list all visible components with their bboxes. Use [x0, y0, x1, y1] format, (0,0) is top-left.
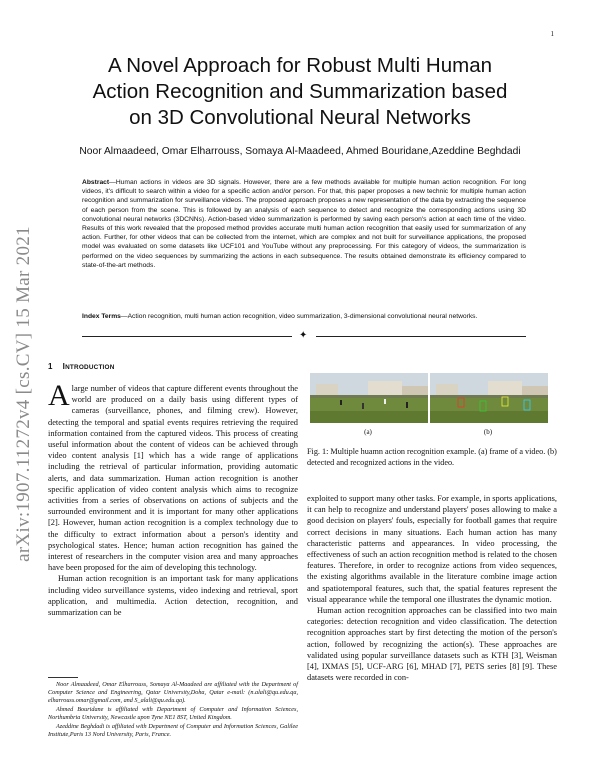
paragraph: Human action recognition approaches can be classified into two main categories: detection recognition and video classification. The detection recognition approaches start by first detecting the motion of the person's action, followed by recognizing the action(s). These approaches are validated using popular surveillance datasets such as KTH [3], Weisman [4], IXMAS [5], UCF-ARG [6], MHAD [7], PETS series [8] [9]. These datasets were recorded in con- [307, 606, 557, 683]
footnote-rule [48, 677, 78, 678]
section-first-letter: I [62, 362, 66, 371]
arxiv-stamp [0, 0, 48, 776]
abstract-text: —Human actions in videos are 3D signals. However, there are a few methods available for multiple human action recognition. For long videos, it's difficult to search within a video for a specific action and/or person. For that, this paper proposes a new technic for multiple human action recognition and summarization for surveillance videos. The proposed approach proposes a new representation of the data by extracting the sequence of each person from the scene. This is followed by an analysis of each sequence to detect and recognize the corresponding actions using 3D convolutional neural networks (3DCNNs). Action-based video summarization is performed by saving each person's action at each time of the video. Results of this work revealed that the proposed method provides accurate multi human action recognition that easily used for summarization of any action. Further, for other videos that can be collected from the internet, which are complex and not built for surveillance applications, the proposed model was evaluated on some datasets like UCF101 and YouTube without any preprocessing. For this category of videos, the summarization is performed on the video sequences by summarizing the actions in each subsequence. The results obtained demonstrate its efficiency compared to state-of-the-art methods. [82, 179, 526, 269]
abstract-label: Abstract [82, 179, 110, 186]
page-number: 1 [550, 30, 554, 38]
footnotes [48, 681, 298, 740]
right-column [307, 493, 557, 683]
index-terms [82, 312, 526, 321]
photo-scene-icon [430, 373, 548, 423]
paragraph-text: large number of videos that capture different events throughout the world are produced on a daily basis using different types of cameras (surveillance, phones, and filming crew). However, detecting the temporal and spatial events requires retrieving the required information contained from the captured videos. This process of creating useful information about the content of videos can be achieved through video content analysis [1] which has a wide range of applications including the retrieval of particular information, providing automatic alerts, and data summarization. Human action recognition is another specific application of video content analysis which aims to recognize activities from a series of observations on actions of subjects and the surrounded environment and it is important for many other applications [2]. However, human action recognition is a complex technology due to the difficulty to extract information about a person's identity and psychological states. Hence; human action recognition has gained the interest of researchers in the computer vision area and many approaches have been proposed for the aim of developing this technology. [48, 384, 298, 573]
figure-1 [307, 373, 557, 483]
title-line: Action Recognition and Summarization based [92, 80, 508, 103]
photo-scene-icon [310, 373, 428, 423]
separator-line-left [82, 336, 292, 337]
figure-image-a [310, 373, 428, 423]
section-separator [82, 330, 526, 344]
index-terms-text: —Action recognition, multi human action recognition, video summarization, 3-dimensional convolutional neural networks. [120, 313, 478, 320]
figure-label-b: (b) [483, 428, 493, 436]
index-terms-label: Index Terms [82, 313, 121, 320]
section-heading-introduction [48, 362, 115, 371]
dropcap: A [48, 379, 70, 412]
figure-image-b [430, 373, 548, 423]
section-title-rest: NTRODUCTION [65, 364, 115, 371]
footnote: Noor Almaadeed, Omar Elharrouss, Somaya Al-Maadeed are affiliated with the Department of Computer Science and Engineering, Qatar University,Doha, Qatar e-mail: (n.alali@qu.edu.qa, elharrouss.omar@gmail.com, and S_alali@qu.edu.qa). [48, 681, 298, 704]
arxiv-stamp-text: arXiv:1907.11272v4 [cs.CV] 15 Mar 2021 [13, 226, 34, 562]
paragraph: exploited to support many other tasks. For example, in sports applications, it can help to recognize and understand players' poses allowing to make a good decision on players' fouls, especially for football games that require correct decisions in many situations. Each human action has many characteristic patterns and appearances. In video processing, the effectiveness of such an action recognition method is related to the chosen features. Therefore, in order to recognize actions from video sequences, the existing algorithms available in the literature combine image action and spatiotemporal features, such that, the spatial features represent the visual appearance while the temporal one illustrates the dynamic motion. [307, 494, 557, 604]
paragraph [48, 379, 298, 573]
figure-label-a: (a) [364, 428, 372, 436]
author-list: Noor Almaadeed, Omar Elharrouss, Somaya Al-Maadeed, Ahmed Bouridane,Azeddine Beghdadi [79, 146, 521, 157]
abstract [82, 178, 526, 270]
left-column [48, 379, 298, 618]
section-number: 1 [48, 362, 53, 371]
separator-line-right [316, 336, 526, 337]
footnote: Azeddine Beghdadi is affiliated with Department of Computer and Information Sciences, Galilee Institute,Paris 13 Nord University, Paris, France. [48, 723, 298, 738]
paragraph: Human action recognition is an important task for many applications including video surveillance systems, video indexing and retrieval, sport application, and multimedia. Action detection, recognition, and summarization can be [48, 574, 298, 618]
title-line: on 3D Convolutional Neural Networks [129, 106, 471, 129]
title-line: A Novel Approach for Robust Multi Human [108, 54, 492, 77]
paper-title [60, 53, 540, 131]
footnote: Ahmed Bouridane is affiliated with Department of Computer and Information Sciences, Northumbria University, Newcastle upon Tyne NE1 8ST, United Kingdom. [48, 706, 298, 721]
figure-caption: Fig. 1: Multiple huamn action recognition example. (a) frame of a video. (b) detected and recognized actions in the video. [307, 447, 557, 467]
separator-diamond-icon: ✦ [299, 330, 308, 341]
